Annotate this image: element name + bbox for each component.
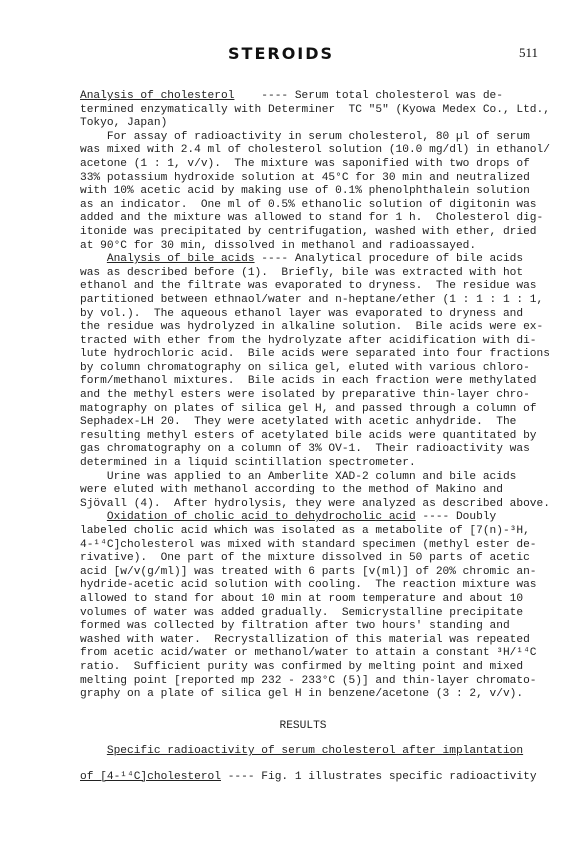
line: resulting methyl esters of acetylated bile acids were quantitated by — [80, 429, 537, 442]
line: matography on plates of silica gel H, and passed through a column of — [80, 402, 537, 415]
line: itonide was precipitated by centrifugation, washed with ether, dried — [80, 225, 537, 238]
heading-specific-radioactivity-line2: of [4-¹⁴C]cholesterol — [80, 770, 221, 783]
line: ratio. Sufficient purity was confirmed by melting point and mixed — [80, 660, 524, 673]
line: ---- Doubly — [415, 511, 497, 524]
line: partitioned between ethnaol/water and n-heptane/ether (1 : 1 : 1 : 1, — [80, 293, 544, 306]
line: by column chromatography on silica gel, eluted with various chloro- — [80, 361, 530, 374]
article-body — [80, 90, 550, 785]
line: from acetic acid/water or methanol/water to attain a constant ³H/¹⁴C — [80, 647, 537, 660]
line: Sephadex-LH 20. They were acetylated with acetic anhydride. The — [80, 416, 517, 429]
line: added and the mixture was allowed to stand for 1 h. Cholesterol dig- — [80, 212, 544, 225]
line: ethanol and the filtrate was evaporated to dryness. The residue was — [80, 280, 537, 293]
line: ---- Fig. 1 illustrates specific radioactivity — [221, 770, 537, 783]
line: For assay of radioactivity in serum cholesterol, 80 µl of serum — [80, 130, 530, 143]
heading-oxidation: Oxidation of cholic acid to dehydrocholic acid — [106, 511, 416, 524]
line: 33% potassium hydroxide solution at 45°C for 30 min and neutralized — [80, 171, 530, 184]
line: graphy on a plate of silica gel H in benzene/acetone (3 : 2, v/v). — [80, 688, 524, 701]
line: the residue was hydrolyzed in alkaline solution. Bile acids were ex- — [80, 321, 544, 334]
line: was as described before (1). Briefly, bile was extracted with hot — [80, 266, 524, 279]
heading-specific-radioactivity-line1: Specific radioactivity of serum cholesterol after implantation — [106, 745, 524, 758]
page-number: 511 — [518, 45, 538, 60]
line: Tokyo, Japan) — [80, 117, 168, 130]
line: formed was collected by filtration after two hours' standing and — [80, 620, 510, 633]
results-heading: RESULTS — [279, 719, 327, 732]
line: tracted with ether from the hydrolyzate after acidification with di- — [80, 334, 537, 347]
paragraph-specific-radioactivity — [80, 745, 537, 784]
heading-bile-acids: Analysis of bile acids — [106, 253, 255, 266]
page-header — [0, 40, 576, 70]
line: was mixed with 2.4 ml of cholesterol solution (10.0 mg/dl) in ethanol/ — [80, 144, 550, 157]
line: ---- Serum total cholesterol was de- — [234, 90, 503, 102]
paragraph-cholesterol — [80, 90, 550, 253]
paragraph-bile-acids — [80, 253, 550, 511]
line: and the methyl esters were isolated by preparative thin-layer chro- — [80, 389, 530, 402]
line: at 90°C for 30 min, dissolved in methanol and radioassayed. — [80, 239, 477, 252]
line: with 10% acetic acid by making use of 0.1% phenolphthalein solution — [80, 185, 530, 198]
line: gas chromatography on a column of 3% OV-1. Their radioactivity was — [80, 443, 530, 456]
line: rivative). One part of the mixture dissolved in 50 parts of acetic — [80, 552, 530, 565]
paragraph-oxidation — [80, 511, 537, 701]
heading-cholesterol: Analysis of cholesterol — [80, 90, 235, 102]
line: labeled cholic acid which was isolated as a metabolite of [7(n)-³H, — [80, 525, 530, 537]
line: allowed to stand for about 10 min at room temperature and about 10 — [80, 592, 524, 605]
line: washed with water. Recrystallization of this material was repeated — [80, 633, 530, 646]
journal-logo: STEROIDS — [228, 44, 335, 63]
line: determined in a liquid scintillation spectrometer. — [80, 457, 416, 470]
line: form/methanol mixtures. Bile acids in each fraction were methylated — [80, 375, 537, 388]
line: acid [w/v(g/ml)] was treated with 6 parts [v(ml)] of 20% chromic an- — [80, 565, 537, 578]
line: Urine was applied to an Amberlite XAD-2 column and bile acids — [80, 470, 517, 483]
line: termined enzymatically with Determiner TC "5" (Kyowa Medex Co., Ltd., — [80, 103, 550, 116]
line: volumes of water was added gradually. Semicrystalline precipitate — [80, 606, 524, 619]
line: lute hydrochloric acid. Bile acids were separated into four fractions — [80, 348, 550, 361]
line: hydride-acetic acid solution with cooling. The reaction mixture was — [80, 579, 537, 592]
line: Sjövall (4). After hydrolysis, they were analyzed as described above. — [80, 497, 550, 510]
line: melting point [reported mp 232 - 233°C (5)] and thin-layer chromato- — [80, 674, 537, 687]
line: as an indicator. One ml of 0.5% ethanolic solution of digitonin was — [80, 198, 537, 211]
line: ---- Analytical procedure of bile acids — [254, 253, 524, 266]
line: were eluted with methanol according to the method of Makino and — [80, 484, 503, 497]
line: acetone (1 : 1, v/v). The mixture was saponified with two drops of — [80, 157, 530, 170]
line: by vol.). The aqueous ethanol layer was evaporated to dryness and — [80, 307, 524, 320]
line: 4-¹⁴C]cholesterol was mixed with standard specimen (methyl ester de- — [80, 538, 537, 551]
